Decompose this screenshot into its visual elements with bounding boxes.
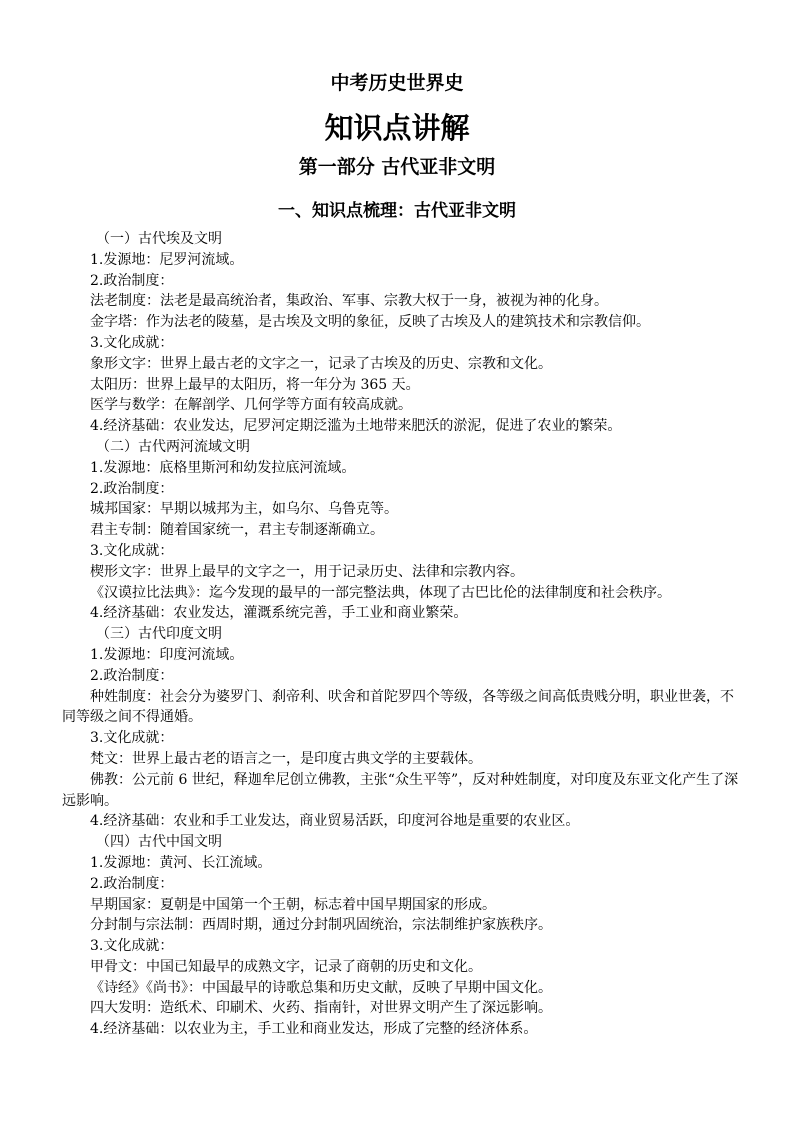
body-line: 2.政治制度： <box>90 667 174 684</box>
body-line: 1.发源地：黄河、长江流域。 <box>90 854 272 871</box>
body-line: 《诗经》《尚书》：中国最早的诗歌总集和历史文献，反映了早期中国文化。 <box>90 979 552 996</box>
section-heading: 一、知识点梳理：古代亚非文明 <box>278 201 516 221</box>
subsection-heading: （三）古代印度文明 <box>96 626 222 643</box>
body-line: 佛教：公元前 6 世纪，释迦牟尼创立佛教，主张“众生平等”，反对种姓制度，对印度及东亚文化产生了深远影响。 <box>62 771 739 809</box>
body-line: 3.文化成就： <box>90 334 174 351</box>
subsection-heading: （四）古代中国文明 <box>96 834 222 851</box>
document-title: 中考历史世界史 <box>330 72 464 94</box>
body-line: 3.文化成就： <box>90 542 174 559</box>
body-line: 太阳历：世界上最早的太阳历，将一年分为 365 天。 <box>90 376 420 393</box>
body-line: 早期国家：夏朝是中国第一个王朝，标志着中国早期国家的形成。 <box>90 896 496 913</box>
body-line: 4.经济基础：农业发达，尼罗河定期泛滥为土地带来肥沃的淤泥，促进了农业的繁荣。 <box>90 418 622 435</box>
document-body <box>62 229 744 1040</box>
body-line: 象形文字：世界上最古老的文字之一，记录了古埃及的历史、宗教和文化。 <box>90 355 552 372</box>
body-line: 4.经济基础：以农业为主，手工业和商业发达，形成了完整的经济体系。 <box>90 1021 538 1038</box>
body-line: 四大发明：造纸术、印刷术、火药、指南针，对世界文明产生了深远影响。 <box>90 1000 552 1017</box>
body-line: 1.发源地：底格里斯河和幼发拉底河流域。 <box>90 459 356 476</box>
document-subtitle: 知识点讲解 <box>324 111 470 145</box>
part-heading: 第一部分 古代亚非文明 <box>298 156 496 178</box>
subsection-heading: （一）古代埃及文明 <box>96 231 222 247</box>
body-line: 4.经济基础：农业发达，灌溉系统完善，手工业和商业繁荣。 <box>90 605 468 622</box>
body-line: 2.政治制度： <box>90 480 174 497</box>
body-line: 1.发源地：印度河流域。 <box>90 646 244 663</box>
body-line: 君主专制：随着国家统一，君主专制逐渐确立。 <box>90 522 384 539</box>
body-line: 分封制与宗法制：西周时期，通过分封制巩固统治，宗法制维护家族秩序。 <box>90 917 552 934</box>
body-line: 金字塔：作为法老的陵墓，是古埃及文明的象征，反映了古埃及人的建筑技术和宗教信仰。 <box>90 314 650 331</box>
body-line: 2.政治制度： <box>90 875 174 892</box>
body-line: 3.文化成就： <box>90 938 174 955</box>
body-line: 2.政治制度： <box>90 272 174 289</box>
body-line: 梵文：世界上最古老的语言之一，是印度古典文学的主要载体。 <box>90 750 482 767</box>
body-line: 《汉谟拉比法典》：迄今发现的最早的一部完整法典，体现了古巴比伦的法律制度和社会秩序。 <box>90 584 671 601</box>
body-line: 城邦国家：早期以城邦为主，如乌尔、乌鲁克等。 <box>90 501 398 518</box>
body-line: 种姓制度：社会分为婆罗门、刹帝利、吠舍和首陀罗四个等级，各等级之间高低贵贱分明，职业世袭，不同等级之间不得通婚。 <box>62 688 734 726</box>
body-line: 3.文化成就： <box>90 730 174 747</box>
body-line: 1.发源地：尼罗河流域。 <box>90 251 244 268</box>
body-line: 医学与数学：在解剖学、几何学等方面有较高成就。 <box>90 397 412 414</box>
subsection-heading: （二）古代两河流域文明 <box>96 438 250 455</box>
body-line: 4.经济基础：农业和手工业发达，商业贸易活跃，印度河谷地是重要的农业区。 <box>90 813 580 830</box>
body-line: 法老制度：法老是最高统治者，集政治、军事、宗教大权于一身，被视为神的化身。 <box>90 293 608 310</box>
body-line: 甲骨文：中国已知最早的成熟文字，记录了商朝的历史和文化。 <box>90 958 482 975</box>
body-line: 楔形文字：世界上最早的文字之一，用于记录历史、法律和宗教内容。 <box>90 563 524 580</box>
